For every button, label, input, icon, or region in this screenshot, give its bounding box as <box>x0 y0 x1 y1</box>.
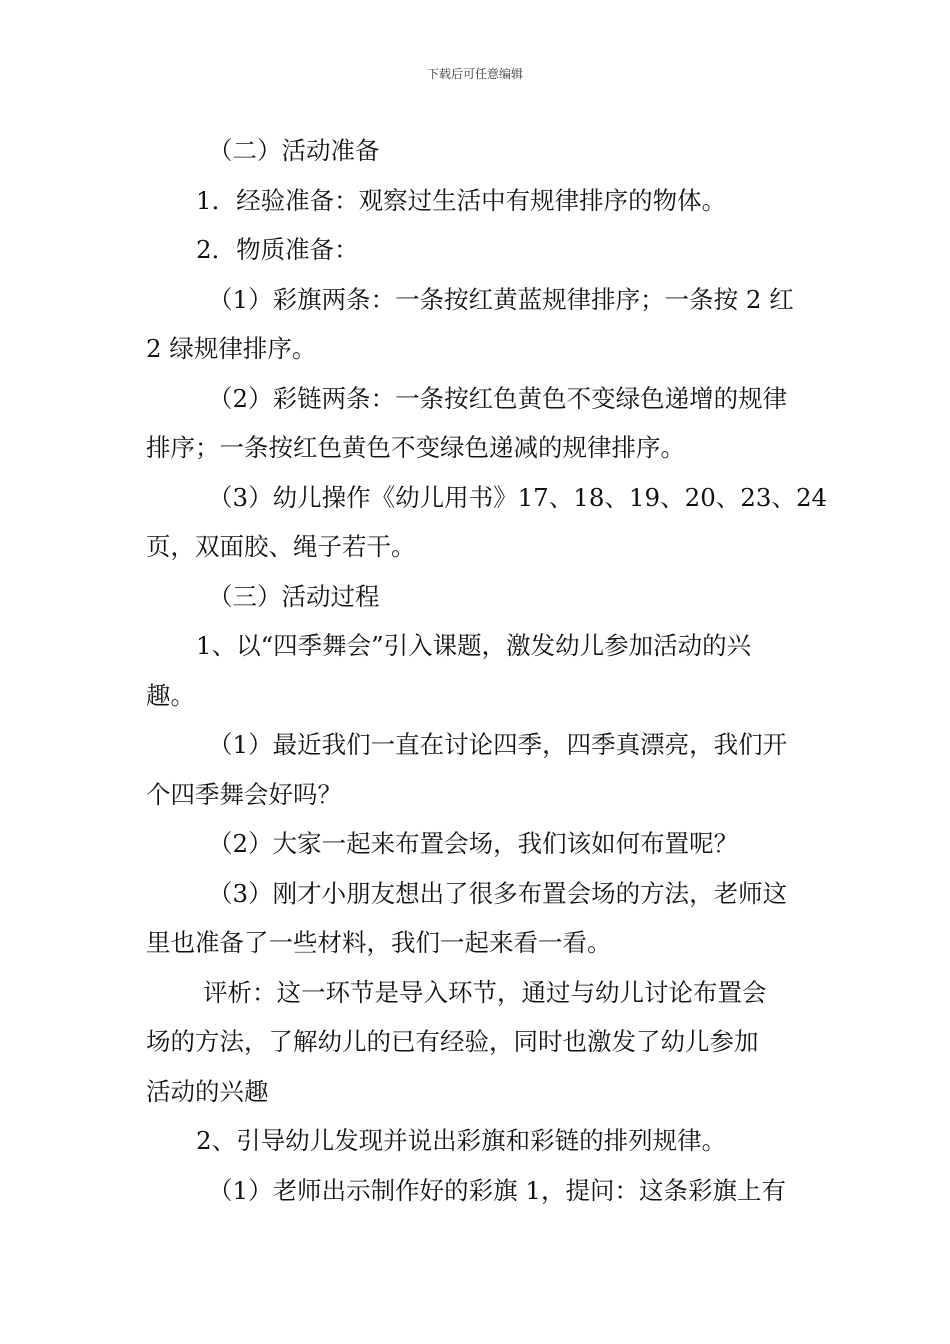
paragraph-chains <box>146 374 814 473</box>
paragraph-step-1 <box>146 621 814 720</box>
document-body <box>146 126 828 1215</box>
page-header-note: 下载后可任意编辑 <box>426 67 523 81</box>
text-line: 场的方法，了解幼儿的已有经验，同时也激发了幼儿参加 <box>146 1027 759 1056</box>
paragraph-step-2: 2、引导幼儿发现并说出彩旗和彩链的排列规律。 <box>196 1126 727 1155</box>
paragraph-step-1-2: （2）大家一起来布置会场，我们该如何布置呢？ <box>208 829 739 858</box>
paragraph-step-1-1 <box>146 720 814 819</box>
text-line: （2）彩链两条：一条按红色黄色不变绿色递增的规律 <box>208 383 788 413</box>
paragraph-child-operation <box>146 473 828 572</box>
text-line: （3）幼儿操作《幼儿用书》17、18、19、20、23、24 <box>208 482 828 512</box>
text-line: 排序；一条按红色黄色不变绿色递减的规律排序。 <box>146 433 685 462</box>
paragraph-step-1-3 <box>146 869 814 968</box>
text-line: （3）刚才小朋友想出了很多布置会场的方法，老师这 <box>208 878 788 908</box>
paragraph-flags <box>146 275 814 374</box>
section-heading-process: （三）活动过程 <box>208 581 380 611</box>
text-line: 页，双面胶、绳子若干。 <box>146 532 416 561</box>
paragraph-step-2-1: （1）老师出示制作好的彩旗 1，提问：这条彩旗上有 <box>208 1175 786 1205</box>
text-line: （1）彩旗两条：一条按红黄蓝规律排序；一条按 2 红 <box>208 284 794 314</box>
paragraph-experience-prep: 1．经验准备：观察过生活中有规律排序的物体。 <box>196 185 727 215</box>
section-heading-preparation: （二）活动准备 <box>208 136 380 165</box>
text-line: 里也准备了一些材料，我们一起来看一看。 <box>146 928 612 957</box>
text-line: 个四季舞会好吗？ <box>146 779 342 809</box>
text-line: 趣。 <box>146 680 195 710</box>
paragraph-material-prep: 2．物质准备： <box>196 235 359 264</box>
paragraph-analysis <box>146 968 814 1117</box>
text-line: 2 绿规律排序。 <box>146 334 317 363</box>
text-line: 活动的兴趣 <box>146 1076 269 1106</box>
text-line: 评析：这一环节是导入环节，通过与幼儿讨论布置会 <box>203 977 767 1007</box>
text-line: 1、以“四季舞会”引入课题，激发幼儿参加活动的兴 <box>196 631 752 660</box>
text-line: （1）最近我们一直在讨论四季，四季真漂亮，我们开 <box>208 730 788 759</box>
